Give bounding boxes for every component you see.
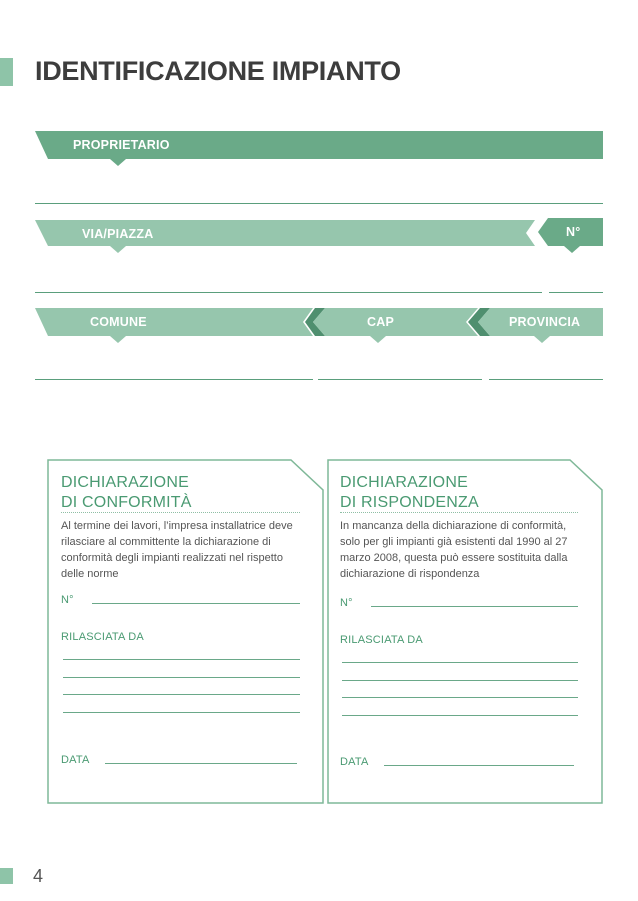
conformita-title-line1: DICHIARAZIONE [61,474,189,491]
rispondenza-title-line2: DI RISPONDENZA [340,494,479,511]
rispondenza-rilasciata-line-3[interactable] [342,697,578,698]
rispondenza-numero-label: N° [340,597,353,609]
conformita-numero-field[interactable] [92,603,300,604]
conformita-data-field[interactable] [105,763,297,764]
conformita-rilasciata-line-4[interactable] [63,712,300,713]
rispondenza-data-field[interactable] [384,765,574,766]
conformita-rilasciata-line-1[interactable] [63,659,300,660]
rispondenza-rilasciata-line-2[interactable] [342,680,578,681]
rispondenza-title-line1: DICHIARAZIONE [340,474,468,491]
conformita-rilasciata-line-2[interactable] [63,677,300,678]
page-number: 4 [33,866,44,886]
rispondenza-data-label: DATA [340,756,369,768]
provincia-label: PROVINCIA [509,315,581,329]
rispondenza-rilasciata-line-4[interactable] [342,715,578,716]
page-title: IDENTIFICAZIONE IMPIANTO [35,56,401,86]
conformita-data-label: DATA [61,754,90,766]
proprietario-label: PROPRIETARIO [73,138,170,152]
rispondenza-rilasciata-line-1[interactable] [342,662,578,663]
via-label: VIA/PIAZZA [82,227,154,241]
numero-label: N° [566,225,581,239]
rispondenza-description: In mancanza della dichiarazione di conformità, solo per gli impianti già esistenti dal 1990 al 27 marzo 2008, questa può essere sostituita dalla dichiarazione di rispondenza [340,520,568,580]
conformita-numero-label: N° [61,594,74,606]
conformita-rilasciata-label: RILASCIATA DA [61,631,144,643]
conformita-title-line2: DI CONFORMITÀ [61,494,192,511]
comune-label: COMUNE [90,315,147,329]
conformita-description: Al termine dei lavori, l’impresa installatrice deve rilasciare al committente la dichiarazione di conformità degli impianti realizzati nel rispetto delle norme [61,520,293,580]
conformita-title-divider [61,512,300,513]
rispondenza-rilasciata-label: RILASCIATA DA [340,634,423,646]
rispondenza-title-divider [340,512,578,513]
rispondenza-numero-field[interactable] [371,606,578,607]
conformita-rilasciata-line-3[interactable] [63,694,300,695]
cap-label: CAP [367,315,394,329]
